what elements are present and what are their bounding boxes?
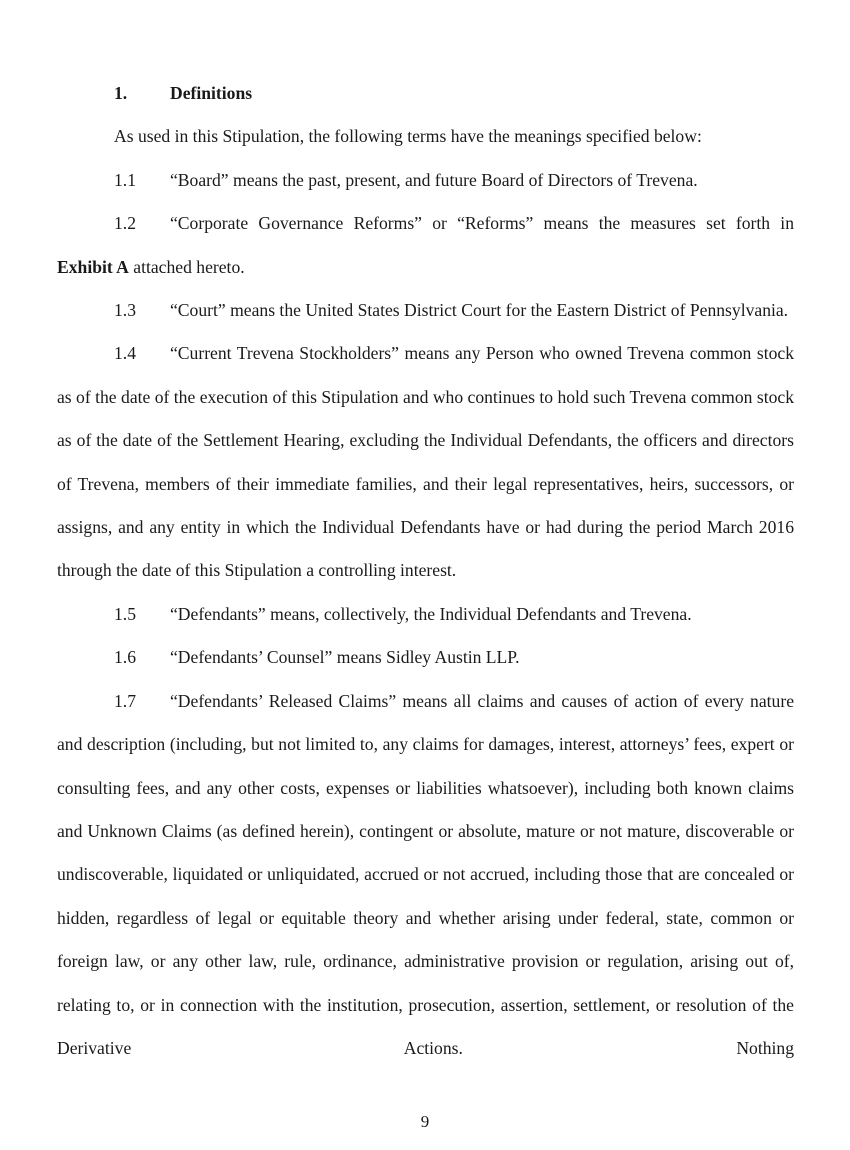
intro-paragraph xyxy=(57,115,794,158)
definition-1-2 xyxy=(57,202,794,289)
definition-text: “Court” means the United States District Court for the Eastern District of Pennsylvania. xyxy=(170,300,789,321)
definition-1-4 xyxy=(57,332,794,592)
definition-1-1 xyxy=(57,159,794,202)
page-number: 9 xyxy=(420,1112,430,1131)
definition-number: 1.1 xyxy=(114,169,136,190)
definition-1-7 xyxy=(57,680,794,1071)
document-page xyxy=(57,72,794,1070)
definition-text: “Defendants’ Released Claims” means all claims and causes of action of every nature and description (including, but not limited to, any claims for damages, interest, attorneys’ fees, expert or consulting fees, and any other costs, expenses or liabilities whatsoever), including both known claims and Unknown Claims (as defined herein), contingent or absolute, mature or not mature, discoverable or undiscoverable, liquidated or unliquidated, accrued or not accrued, including those that are concealed or hidden, regardless of legal or equitable theory and whether arising under federal, state, common or foreign law, or any other law, rule, ordinance, administrative provision or regulation, arising out of, relating to, or in connection with the institution, prosecution, assertion, settlement, or resolution of the Derivative Actions. Nothing xyxy=(57,690,794,1058)
definition-number: 1.2 xyxy=(114,213,136,234)
definition-number: 1.4 xyxy=(114,343,136,364)
definition-number: 1.6 xyxy=(114,647,136,668)
definition-1-3 xyxy=(57,289,794,332)
definition-text: “Corporate Governance Reforms” or “Reforms” means the measures set forth in xyxy=(170,213,794,234)
definition-1-5 xyxy=(57,593,794,636)
definition-number: 1.7 xyxy=(114,690,136,711)
definition-number: 1.5 xyxy=(114,603,136,624)
intro-text: As used in this Stipulation, the following terms have the meanings specified below: xyxy=(114,126,702,147)
definition-1-6 xyxy=(57,636,794,679)
definition-text: “Defendants’ Counsel” means Sidley Austin LLP. xyxy=(170,647,520,668)
section-number: 1. xyxy=(114,83,128,103)
definition-text: “Board” means the past, present, and future Board of Directors of Trevena. xyxy=(170,169,698,190)
section-heading xyxy=(57,72,794,115)
definition-text: “Defendants” means, collectively, the Individual Defendants and Trevena. xyxy=(170,603,692,624)
exhibit-reference: Exhibit A xyxy=(57,256,129,277)
definition-text-tail: attached hereto. xyxy=(128,256,245,277)
section-title: Definitions xyxy=(170,83,253,103)
definition-text: “Current Trevena Stockholders” means any Person who owned Trevena common stock as of the date of the execution of this Stipulation and who continues to hold such Trevena common stock as of the date of the Settlement Hearing, excluding the Individual Defendants, the officers and directors of Trevena, members of their immediate families, and their legal representatives, heirs, successors, or assigns, and any entity in which the Individual Defendants have or had during the period March 2016 through the date of this Stipulation a controlling interest. xyxy=(57,343,794,581)
definition-number: 1.3 xyxy=(114,300,136,321)
